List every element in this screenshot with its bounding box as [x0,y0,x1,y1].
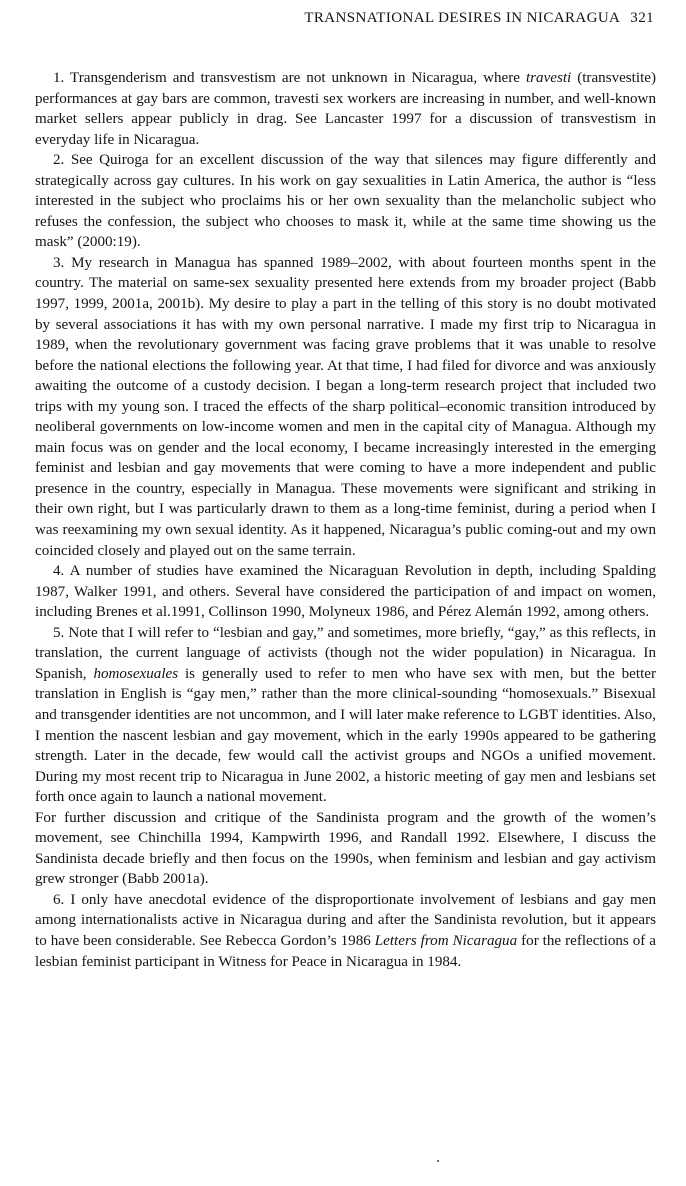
note-text: My research in Managua has spanned 1989–2002, with about fourteen months spent in the country. The material on same-sex sexuality presented here extends from my broader project (Babb 1997, 1999, 2001a, 2001b). My desire to play a part in the telling of this story is no doubt motivated by several associations it has with my own personal narrative. I made my first trip to Nicaragua in 1989, when the revolutionary government was facing grave problems that it was unable to resolve before the national elections the following year. At that time, I had filed for divorce and was anxiously awaiting the outcome of a custody decision. I began a long-term research project that included two trips with my young son. I traced the effects of the sharp political–economic transition introduced by neoliberal governments on low-income women and men in the capital city of Managua. Although my main focus was on gender and the local economy, I became increasingly interested in the emerging feminist and lesbian and gay movements that were coming to have a more independent and public presence in the country, especially in Managua. These movements were significant and striking in their own right, but I was particularly drawn to them as a long-time feminist, during a period when I was reexamining my own sexual identity. As it happened, Nicaragua’s public coming-out and my own coincided closely and played out on the same terrain. [35,254,656,559]
endnote-5 [35,623,656,808]
endnote-4 [35,561,656,623]
note-text: Note that I will refer to “lesbian and gay,” and sometimes, more briefly, “gay,” as this reflects, in translation, the current language of activists (though not the wider population) in Nicaragua. In Spanish, [35,624,656,682]
note-italic-term: homosexuales [93,665,179,682]
note-text: is generally used to refer to men who have sex with men, but the better translation in English is “gay men,” rather than the more clinical-sounding “homosexuals.” Bisexual and transgender identities are not uncommon, and I will later make reference to LGBT identities. Also, I mention the nascent lesbian and gay movement, which in the early 1990s appeared to be gathering strength. Later in the decade, few would call the activist groups and NGOs a unified movement. During my most recent trip to Nicaragua in June 2002, a historic meeting of gay men and lesbians set forth once again to launch a national movement. [35,665,656,806]
endnote-1 [35,68,656,150]
page-number: 321 [630,10,654,26]
running-head-title: TRANSNATIONAL DESIRES IN NICARAGUA [304,10,621,26]
endnotes-section [35,68,656,972]
running-head [0,10,654,27]
note-text: (transvestite) performances at gay bars are common, travesti sex workers are increasing in number, and well-known market sellers appear publicly in drag. See Lancaster 1997 for a discussion of transvestism in everyday life in Nicaragua. [35,70,656,148]
note-text: Transgenderism and transvestism are not unknown in Nicaragua, where [70,70,526,86]
note-number: 3. [53,254,65,271]
note-italic-term: travesti [525,70,572,86]
note-text: for the reflections of a lesbian feminist participant in Witness for Peace in Nicaragua in 1984. [35,932,656,970]
note-number: 5. [53,624,65,641]
endnote-5-continuation [35,808,656,890]
endnote-6 [35,890,656,972]
note-number: 4. [53,563,65,580]
note-text: A number of studies have examined the Nicaraguan Revolution in depth, including Spalding 1987, Walker 1991, and others. Several have considered the participation of and impact on women, including Brenes et al.1991, Collinson 1990, Molyneux 1986, and Pérez Alemán 1992, among others. [35,563,656,621]
note-number: 6. [53,891,65,908]
note-italic-title: Letters from Nicaragua [374,932,518,949]
note-text: See Quiroga for an excellent discussion of the way that silences may figure differently and strategically across gay cultures. In his work on gay sexualities in Latin America, the author is “less interested in the subject who proclaims his or her own sexuality than the melancholic subject who refuses the confession, the subject who chooses to mask it, while at the same time showing us the mask” (2000:19). [35,152,656,251]
endnote-2 [35,150,656,253]
note-number: 1. [53,70,65,86]
note-text: I only have anecdotal evidence of the disproportionate involvement of lesbians and gay men among internationalists active in Nicaragua during and after the Sandinista revolution, but it appears to have been considerable. See Rebecca Gordon’s 1986 [35,891,656,949]
note-text: For further discussion and critique of the Sandinista program and the growth of the women’s movement, see Chinchilla 1994, Kampwirth 1996, and Randall 1992. Elsewhere, I discuss the Sandinista decade briefly and then focus on the 1990s, when feminism and lesbian and gay activism grew stronger (Babb 2001a). [35,809,656,888]
endnote-3 [35,253,656,561]
page-speck [437,1160,439,1162]
note-number: 2. [53,152,65,169]
